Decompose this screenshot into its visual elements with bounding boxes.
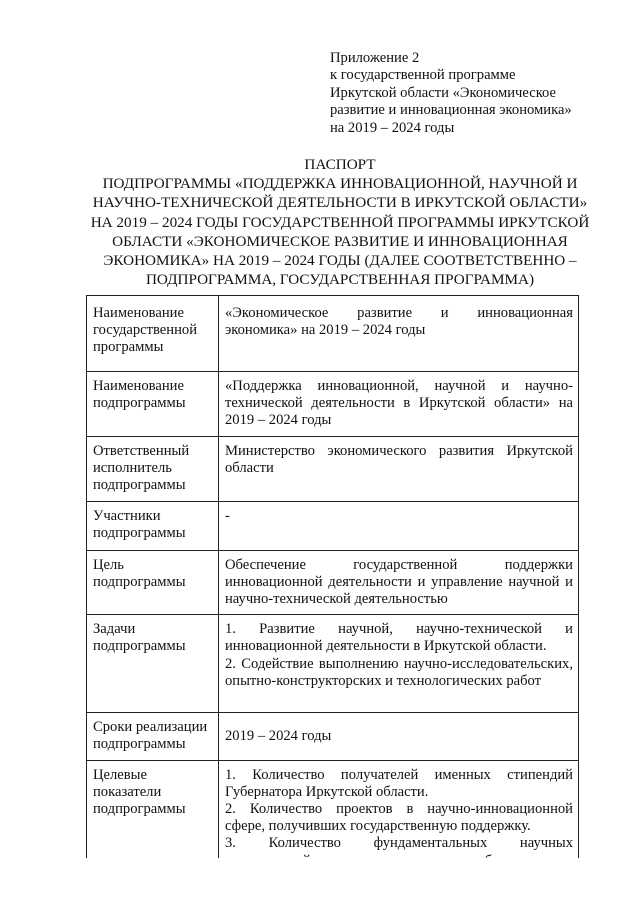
value-paragraph: 2. Содействие выполнению научно-исследовательских, опытно-конструкторских и технологических работ xyxy=(225,655,573,689)
table-row xyxy=(87,550,579,615)
row-label: Наименование государственной программы xyxy=(87,296,219,372)
value-paragraph: 2. Количество проектов в научно-инновационной сфере, получивших государственную поддержку. xyxy=(225,801,573,835)
table-row xyxy=(87,501,579,550)
table-row xyxy=(87,372,579,437)
row-label: Наименование подпрограммы xyxy=(87,372,219,437)
row-label: Сроки реализации подпрограммы xyxy=(87,713,219,760)
title-line: ЭКОНОМИКА» НА 2019 – 2024 ГОДЫ (ДАЛЕЕ СООТВЕТСТВЕННО – xyxy=(103,252,577,270)
title-line: НАУЧНО-ТЕХНИЧЕСКОЙ ДЕЯТЕЛЬНОСТИ В ИРКУТСКОЙ ОБЛАСТИ» xyxy=(92,194,588,212)
value-paragraph: 2019 – 2024 годы xyxy=(225,727,332,744)
passport-table xyxy=(86,295,579,884)
value-paragraph: 3. Количество фундаментальных научных xyxy=(225,835,573,852)
value-paragraph: - xyxy=(225,507,230,524)
value-paragraph: Обеспечение государственной поддержки инновационной деятельности и управление научной и научно-технической деятельностью xyxy=(225,556,573,608)
value-paragraph: Министерство экономического развития Иркутской области xyxy=(225,442,573,476)
appendix-line: Приложение 2 xyxy=(330,50,420,66)
row-label: Задачи подпрограммы xyxy=(87,615,219,713)
appendix-line: на 2019 – 2024 годы xyxy=(330,119,455,136)
title-line: ПАСПОРТ xyxy=(304,156,376,173)
appendix-line: к государственной программе xyxy=(330,67,516,84)
title-line: НА 2019 – 2024 ГОДЫ ГОСУДАРСТВЕННОЙ ПРОГРАММЫ ИРКУТСКОЙ xyxy=(90,213,590,231)
row-label: Цель подпрограммы xyxy=(87,550,219,615)
appendix-header xyxy=(330,50,620,137)
appendix-line: Иркутской области «Экономическое xyxy=(330,84,556,101)
title-line: ОБЛАСТИ «ЭКОНОМИЧЕСКОЕ РАЗВИТИЕ И ИННОВАЦИОННАЯ xyxy=(112,232,568,250)
row-value xyxy=(219,372,579,437)
table-row xyxy=(87,436,579,501)
row-value xyxy=(219,550,579,615)
row-value xyxy=(219,501,579,550)
value-paragraph: 1. Развитие научной, научно-технической и инновационной деятельности в Иркутской области. xyxy=(225,621,573,655)
row-value xyxy=(219,436,579,501)
row-label: Целевые показатели подпрограммы xyxy=(87,760,219,883)
title-line: ПОДПРОГРАММЫ «ПОДДЕРЖКА ИННОВАЦИОННОЙ, НАУЧНОЙ И xyxy=(102,175,578,193)
document-title xyxy=(60,155,620,289)
appendix-line: развитие и инновационная экономика» xyxy=(330,102,572,119)
table-row xyxy=(87,615,579,713)
table-row xyxy=(87,713,579,760)
row-value xyxy=(219,296,579,372)
row-value xyxy=(219,713,579,760)
table-row xyxy=(87,296,579,372)
row-label: Ответственный исполнитель подпрограммы xyxy=(87,436,219,501)
value-paragraph: «Поддержка инновационной, научной и научно-технической деятельности в Иркутской области» на 2019 – 2024 годы xyxy=(225,378,573,429)
value-paragraph: 1. Количество получателей именных стипендий Губернатора Иркутской области. xyxy=(225,766,573,800)
row-label: Участники подпрограммы xyxy=(87,501,219,550)
value-paragraph: «Экономическое развитие и инновационная экономика» на 2019 – 2024 годы xyxy=(225,305,573,339)
title-line: ПОДПРОГРАММА, ГОСУДАРСТВЕННАЯ ПРОГРАММА) xyxy=(145,271,535,289)
page-bottom-margin xyxy=(0,858,640,905)
row-value xyxy=(219,615,579,713)
